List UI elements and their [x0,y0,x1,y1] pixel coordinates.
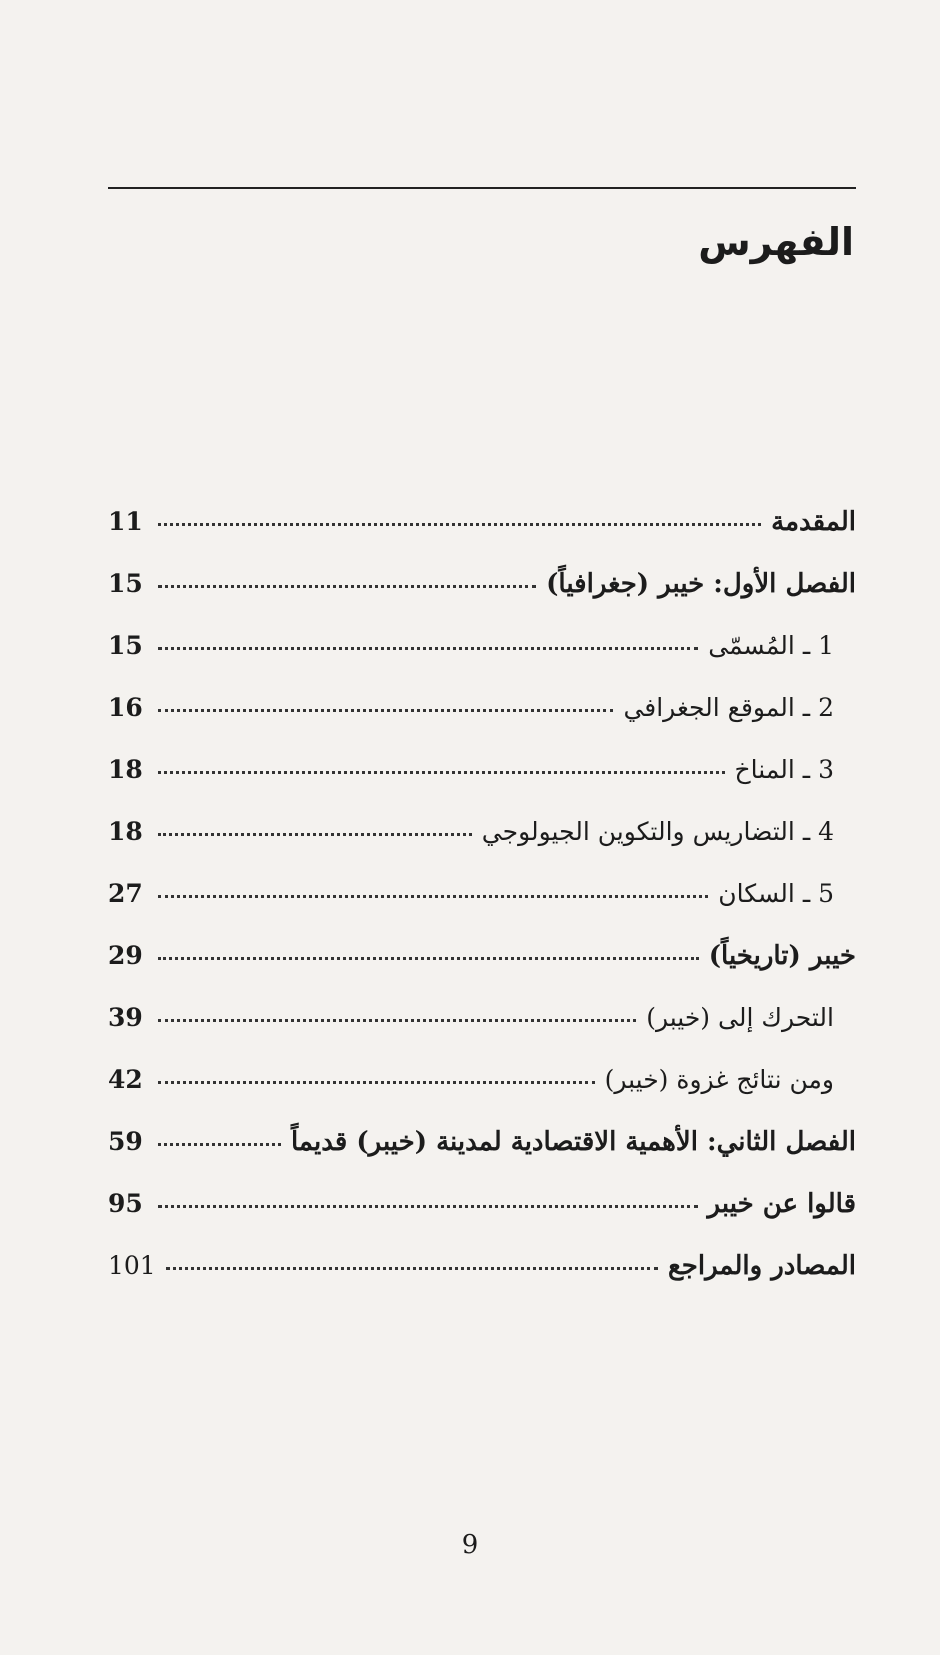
toc-entry-label: المقدمة [771,507,856,537]
toc-entry-label: التحرك إلى (خيبر) [646,1003,834,1032]
dot-leader [166,1267,658,1270]
toc-entry[interactable] [108,507,856,567]
dot-leader [158,957,699,960]
dot-leader [158,833,472,836]
toc-entry-page: 18 [108,755,143,784]
toc-entry[interactable] [108,1003,856,1063]
toc-entry-label: المصادر والمراجع [667,1251,856,1281]
dot-leader [158,895,708,898]
toc-entry-label: الفصل الثاني: الأهمية الاقتصادية لمدينة (خيبر) قديماً [291,1127,856,1157]
toc-entry-label: ومن نتائج غزوة (خيبر) [604,1065,834,1094]
toc-entry[interactable] [108,755,856,815]
dot-leader [158,523,761,526]
toc-entry-label: الفصل الأول: خيبر (جغرافياً) [546,569,856,599]
dot-leader [158,1019,636,1022]
toc-entry-page: 39 [108,1003,143,1032]
page-number: 9 [461,1530,479,1560]
dot-leader [158,585,536,588]
toc-entry-page: 18 [108,817,143,846]
toc-entry[interactable] [108,1065,856,1125]
toc-entry[interactable] [108,941,856,1001]
dot-leader [158,647,698,650]
toc-entry[interactable] [108,1251,856,1311]
toc-entry-label: 5 ـ السكان [718,879,834,908]
toc-entry-page: 11 [108,507,143,536]
toc-entry-page: 27 [108,879,143,908]
toc-entry[interactable] [108,879,856,939]
toc-entry-page: 29 [108,941,143,970]
toc-entry-page: 59 [108,1127,143,1156]
toc-entry-label: 1 ـ المُسمّى [708,631,834,660]
toc-entry[interactable] [108,569,856,629]
toc-entry-page: 42 [108,1065,143,1094]
toc-entry-page: 95 [108,1189,143,1218]
toc-entry[interactable] [108,631,856,691]
header-rule [108,187,856,189]
dot-leader [158,771,725,774]
toc-entry-page: 101 [108,1251,156,1280]
toc-entry[interactable] [108,817,856,877]
toc-entry-label: 2 ـ الموقع الجغرافي [623,693,834,722]
toc-entry-label: 4 ـ التضاريس والتكوين الجيولوجي [481,817,834,846]
toc-entry-page: 15 [108,631,143,660]
dot-leader [158,1143,281,1146]
dot-leader [158,709,613,712]
toc-entry-label: خيبر (تاريخياً) [708,941,856,971]
toc-entry[interactable] [108,1127,856,1187]
toc-entry-label: قالوا عن خيبر [707,1189,856,1219]
dot-leader [158,1205,698,1208]
toc-entry-page: 15 [108,569,143,598]
toc-entry-label: 3 ـ المناخ [734,755,834,784]
toc-entry[interactable] [108,1189,856,1249]
toc-entry[interactable] [108,693,856,753]
dot-leader [158,1081,595,1084]
page-title: الفهرس [698,220,854,264]
toc-entry-page: 16 [108,693,143,722]
